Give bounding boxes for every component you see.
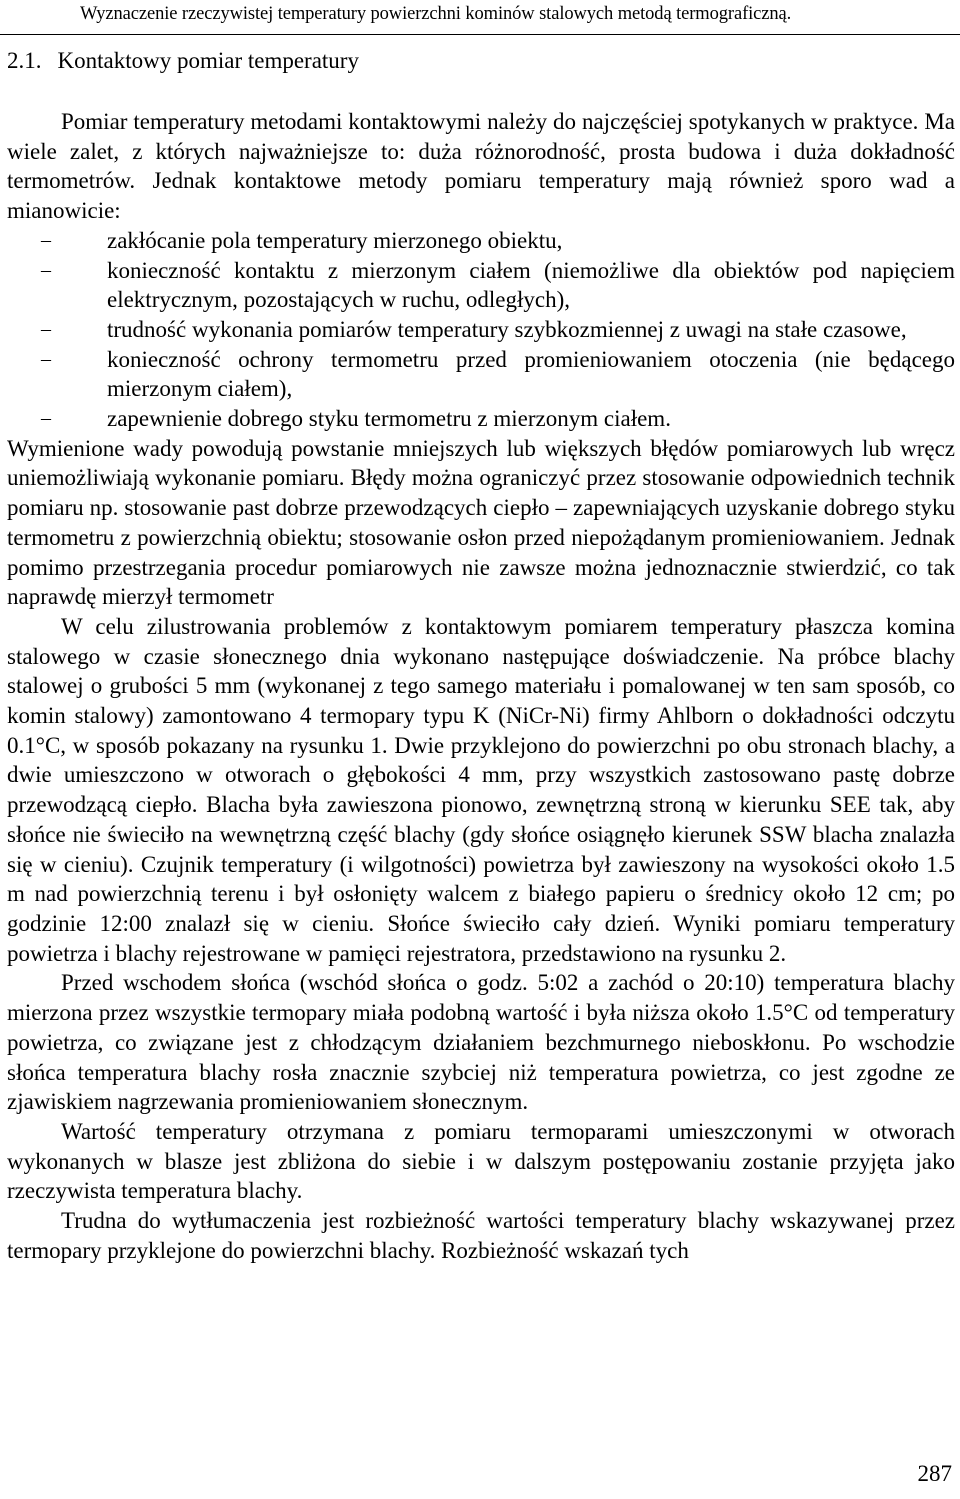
dash-bullet: – bbox=[41, 228, 51, 251]
section-title: Kontaktowy pomiar temperatury bbox=[57, 48, 359, 73]
list-item-text: konieczność ochrony termometru przed promieniowaniem otoczenia (nie będącego mierzonym ciałem), bbox=[107, 346, 955, 402]
list-item bbox=[7, 345, 955, 404]
dash-bullet: – bbox=[41, 258, 51, 281]
list-item bbox=[7, 315, 955, 345]
dash-bullet: – bbox=[41, 347, 51, 370]
paragraph-discrepancy: Trudna do wytłumaczenia jest rozbieżność wartości temperatury blachy wskazywanej przez termopary przyklejone do powierzchni blachy. Rozbieżność wskazań tych bbox=[7, 1208, 955, 1263]
paragraph-before-sunrise: Przed wschodem słońca (wschód słońca o godz. 5:02 a zachód o 20:10) temperatura blachy mierzona przez wszystkie termopary miała podobną wartość i była niższa około 1.5°C od temperatury powietrza, co związane jest z chłodzącym działaniem bezchmurnego nieboskłonu. Po wschodzie słońca temperatura blachy rosła znacznie szybciej niż temperatura powietrza, co jest zgodne ze zjawiskiem nagrzewania promieniowaniem słonecznym. bbox=[7, 970, 955, 1115]
dash-bullet: – bbox=[41, 317, 51, 340]
paragraph-intro: Pomiar temperatury metodami kontaktowymi należy do najczęściej spotykanych w praktyce. Ma wiele zalet, z których najważniejsze to: duża różnorodność, prosta budowa i duża dokładność termometrów. Jednak kontaktowe metody pomiaru temperatury mają również sporo wad a mianowicie: bbox=[7, 109, 955, 224]
paragraph-experiment: W celu zilustrowania problemów z kontaktowym pomiarem temperatury płaszcza komina stalowego w czasie słonecznego dnia wykonano następujące doświadczenie. Na próbce blachy stalowej o grubości 5 mm (wykonanej z tego samego materiału i pomalowanej w ten sam sposób, co komin stalowy) zamontowano 4 termopary typu K (NiCr-Ni) firmy Ahlborn o dokładności odczytu 0.1°C, w sposób pokazany na rysunku 1. Dwie przyklejono do powierzchni po obu stronach blachy, a dwie umieszczono w otworach o głębokości 4 mm, przy wszystkich zastosowano pastę dobrze przewodzącą ciepło. Blacha była zawieszona pionowo, zewnętrzną stroną w kierunku SEE tak, aby słońce nie świeciło na wewnętrzną część blachy (gdy słońce osiągnęło kierunek SSW blacha znalazła się w cieniu). Czujnik temperatury (i wilgotności) powietrza był zawieszony na wysokości około 1.5 m nad powierzchnią terenu i był osłonięty walcem z białego papieru o średnicy około 12 cm; po godzinie 12:00 znalazł się w cieniu. Słońce świeciło cały dzień. Wyniki pomiaru temperatury powietrza i blachy rejestrowane w pamięci rejestratora, przedstawiono na rysunku 2. bbox=[7, 613, 955, 966]
running-header-title: Wyznaczenie rzeczywistej temperatury powierzchni kominów stalowych metodą termograficzną. bbox=[80, 4, 792, 24]
list-item-text: trudność wykonania pomiarów temperatury szybkozmiennej z uwagi na stałe czasowe, bbox=[107, 316, 907, 342]
list-item-text: zapewnienie dobrego styku termometru z mierzonym ciałem. bbox=[107, 406, 671, 432]
paragraph-hole-thermocouples: Wartość temperatury otrzymana z pomiaru termoparami umieszczonymi w otworach wykonanych w blasze jest zbliżona do siebie i w dalszym postępowaniu zostanie przyjęta jako rzeczywista temperatura blachy. bbox=[7, 1118, 955, 1204]
section-heading bbox=[7, 48, 359, 74]
list-item bbox=[7, 226, 955, 256]
paragraph-disadvantages-effects: Wymienione wady powodują powstanie mniejszych lub większych błędów pomiarowych lub wręcz uniemożliwiają wykonanie pomiaru. Błędy można ograniczyć przez stosowanie odpowiednich technik pomiaru np. stosowanie past dobrze przewodzących ciepło – zapewniających uzyskanie dobrego styku termometru z powierzchnią obiektu; stosowanie osłon przed niepożądanym promieniowaniem. Jednak pomimo przestrzegania procedur pomiarowych nie zawsze można jednoznacznie stwierdzić, co tak naprawdę mierzył termometr bbox=[7, 435, 955, 610]
running-header bbox=[0, 0, 960, 35]
document-body bbox=[7, 107, 955, 1265]
disadvantages-list bbox=[7, 226, 955, 434]
section-number: 2.1. bbox=[7, 48, 42, 73]
list-item-text: konieczność kontaktu z mierzonym ciałem (niemożliwe dla obiektów pod napięciem elektrycznym, pozostających w ruchu, odległych), bbox=[107, 257, 955, 313]
page-number: 287 bbox=[917, 1461, 952, 1486]
list-item bbox=[7, 256, 955, 315]
list-item bbox=[7, 404, 955, 434]
list-item-text: zakłócanie pola temperatury mierzonego obiektu, bbox=[107, 227, 563, 253]
dash-bullet: – bbox=[41, 407, 51, 430]
